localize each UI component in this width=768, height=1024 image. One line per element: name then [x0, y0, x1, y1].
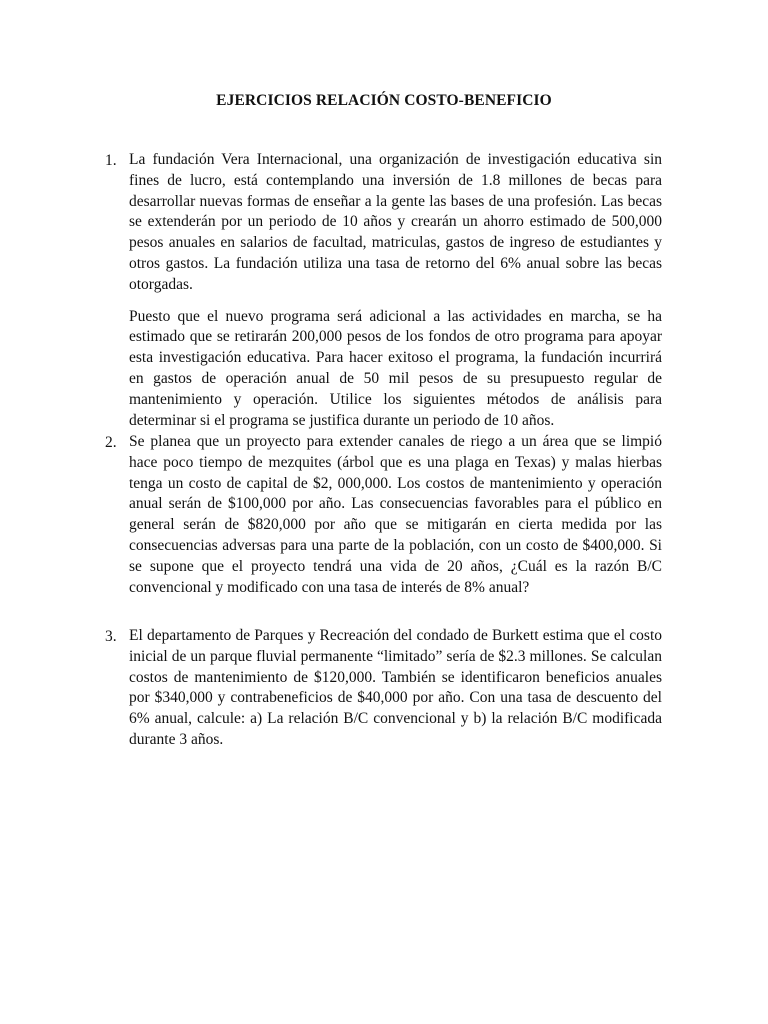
- exercise-number: 1.: [105, 152, 117, 169]
- exercise-2: [105, 432, 662, 598]
- exercise-number: 3.: [105, 628, 117, 645]
- exercise-number: 2.: [105, 434, 117, 451]
- document-title: EJERCICIOS RELACIÓN COSTO-BENEFICIO: [216, 92, 552, 109]
- exercise-body: [129, 150, 662, 431]
- exercise-paragraph: Puesto que el nuevo programa será adicional a las actividades en marcha, se ha estimado que se retirarán 200,000 pesos de los fondos de otro programa para apoyar esta investigación educativa. Para hacer exitoso el programa, la fundación incurrirá en gastos de operación anual de 50 mil pesos de su presupuesto regular de mantenimiento y operación. Utilice los siguientes métodos de análisis para determinar si el programa se justifica durante un periodo de 10 años.: [129, 307, 662, 429]
- exercise-paragraph: Se planea que un proyecto para extender canales de riego a un área que se limpió hace poco tiempo de mezquites (árbol que es una plaga en Texas) y malas hierbas tenga un costo de capital de $2, 000,000. Los costos de mantenimiento y operación anual serán de $100,000 por año. Las consecuencias favorables para el público en general serán de $820,000 por año que se mitigarán en cierta medida por las consecuencias adversas para una parte de la población, con un costo de $400,000. Si se supone que el proyecto tendrá una vida de 20 años, ¿Cuál es la razón B/C convencional y modificado con una tasa de interés de 8% anual?: [129, 433, 662, 596]
- exercise-body: [129, 626, 662, 751]
- exercise-1: [105, 150, 662, 431]
- exercise-body: [129, 432, 662, 598]
- exercise-paragraph: El departamento de Parques y Recreación del condado de Burkett estima que el costo inicial de un parque fluvial permanente “limitado” sería de $2.3 millones. Se calculan costos de mantenimiento de $120,000. También se identificaron beneficios anuales por $340,000 y contrabeneficios de $40,000 por año. Con una tasa de descuento del 6% anual, calcule: a) La relación B/C convencional y b) la relación B/C modificada durante 3 años.: [129, 627, 662, 748]
- exercise-paragraph: La fundación Vera Internacional, una organización de investigación educativa sin fines de lucro, está contemplando una inversión de 1.8 millones de becas para desarrollar nuevas formas de enseñar a la gente las bases de una profesión. Las becas se extenderán por un periodo de 10 años y crearán un ahorro estimado de 500,000 pesos anuales en salarios de facultad, matriculas, gastos de ingreso de estudiantes y otros gastos. La fundación utiliza una tasa de retorno del 6% anual sobre las becas otorgadas.: [129, 151, 662, 293]
- exercise-3: [105, 626, 662, 751]
